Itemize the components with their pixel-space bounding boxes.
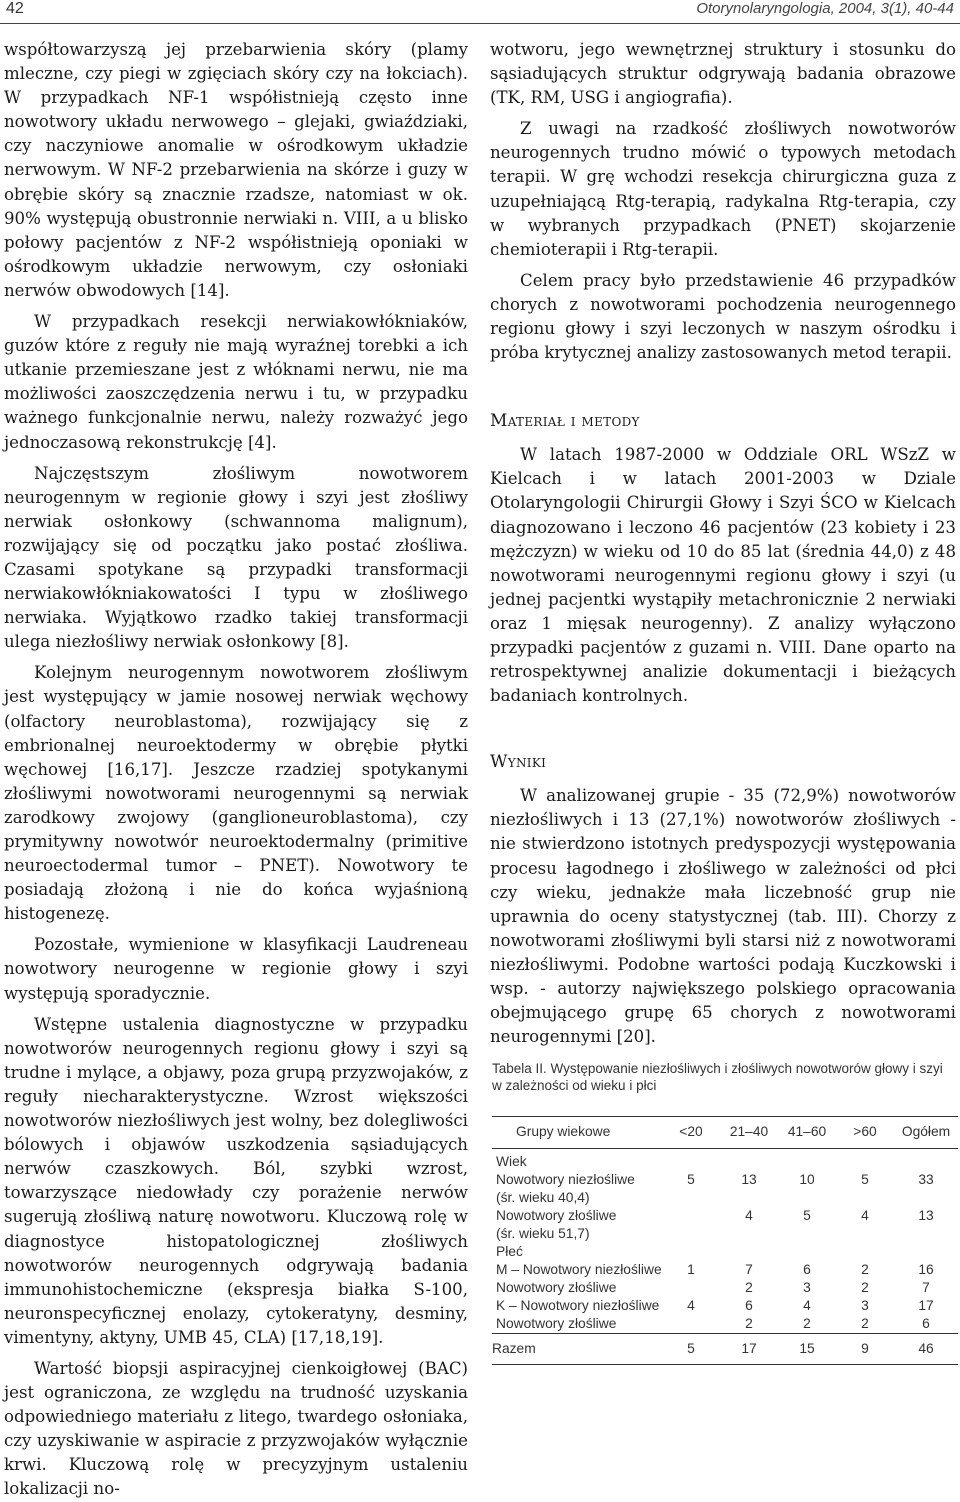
table-cell (662, 1149, 720, 1172)
page-number: 42 (6, 0, 24, 17)
table-cell (720, 1225, 778, 1243)
table-cell: 5 (662, 1334, 720, 1365)
table-cell: 10 (799, 1172, 815, 1187)
left-column (4, 38, 468, 1502)
table-cell: 2 (861, 1280, 869, 1295)
table-cell: 4 (803, 1298, 811, 1313)
table-cell (836, 1149, 894, 1172)
table-header-cell: >60 (836, 1117, 894, 1149)
table-row (492, 1171, 958, 1189)
table-row (492, 1315, 958, 1334)
paragraph: Z uwagi na rzadkość złośliwych nowotworów neurogennych trudno mówić o typowych metodach terapii. W grę wchodzi resekcja chirurgiczna guza z uzupełniającą Rtg-terapią, radykalna Rtg-terapia, czy w wybranych przypadkach (PNET) skojarzenie chemioterapii i Rtg-terapii. (490, 119, 956, 259)
table-cell: 2 (745, 1280, 753, 1295)
table-cell-label: (śr. wieku 51,7) (496, 1226, 590, 1241)
table-row (492, 1189, 958, 1207)
paragraph: Wartość biopsji aspiracyjnej cienkoigłowej (BAC) jest ograniczona, ze względu na trudność uzyskania odpowiedniego materiału z litego, twardego osłoniaka, czy uzyskiwanie w aspiracie z przyzwojaków wyłącznie krwi. Kluczową rolę w precyzyjnym ustaleniu lokalizacji no- (4, 1358, 468, 1499)
journal-citation: Otorynolaryngologia, 2004, 3(1), 40-44 (696, 0, 954, 17)
section-heading-methods: Materiał i metody (490, 411, 640, 432)
table-cell: 13 (918, 1208, 934, 1223)
table-row (492, 1243, 958, 1261)
paragraph: Kolejnym neurogennym nowotworem złośliwym jest występujący w jamie nosowej nerwiak węchowy (olfactory neuroblastoma), rozwijający się z embrionalnej neuroektodermy w obrębie płytki węchowej [16,17]. Jeszcze rzadziej spotykanymi złośliwymi nowotworami neurogennymi są nerwiak zarodkowy zwojowy (ganglioneuroblastoma), czy prymitywny nowotwór neuroektodermalny (primitive neuroectodermal tumor – PNET). Nowotwory te posiadają złożoną i nie do końca wyjaśnioną histogenezę. (4, 663, 468, 924)
table-cell: 5 (861, 1172, 869, 1187)
table-cell (894, 1225, 958, 1243)
table-cell (662, 1243, 720, 1261)
table-cell (662, 1189, 720, 1207)
table-total-row (492, 1334, 958, 1365)
table-cell (894, 1149, 958, 1172)
table-header-row (492, 1117, 958, 1149)
table-row (492, 1149, 958, 1172)
table-cell (778, 1225, 836, 1243)
table-cell-label: Nowotwory złośliwe (496, 1208, 617, 1223)
table-cell (778, 1243, 836, 1261)
right-column (490, 38, 956, 1049)
table-caption (492, 1060, 958, 1094)
table-cell: 13 (741, 1172, 757, 1187)
table-cell: 7 (922, 1280, 930, 1295)
table-cell: 2 (745, 1316, 753, 1331)
paragraph: Celem pracy było przedstawienie 46 przypadków chorych z nowotworami pochodzenia neurogennego regionu głowy i szyi leczonych w naszym ośrodku i próba krytycznej analizy zastosowanych metod terapii. (490, 270, 956, 363)
table-cell-label: K – Nowotwory niezłośliwe (496, 1298, 660, 1313)
table-cell (894, 1243, 958, 1261)
table-cell: 6 (803, 1262, 811, 1277)
table-row (492, 1225, 958, 1243)
table-cell-label: Nowotwory złośliwe (496, 1316, 617, 1331)
paragraph: współtowarzyszą jej przebarwienia skóry (plamy mleczne, czy piegi w zgięciach skóry czy na łokciach). W przypadkach NF-1 współistnieją często inne nowotwory układu nerwowego – glejaki, gwiaździaki, czy naczyniowe anomalie w ośrodkowym układzie nerwowym. W NF-2 przebarwienia na skórze i guzy w obrębie skóry są znacznie rzadsze, natomiast w ok. 90% występują obustronnie nerwiaki n. VIII, a u blisko połowy pacjentów z NF-2 współistnieją oponiaki w ośrodkowym układzie nerwowym, czy osłoniaki nerwów obwodowych [14]. (4, 40, 468, 300)
table-cell (778, 1189, 836, 1207)
table-cell-label: (śr. wieku 40,4) (496, 1190, 590, 1205)
table-cell: 2 (861, 1316, 869, 1331)
table-cell-label: Razem (492, 1334, 662, 1365)
paragraph: W przypadkach resekcji nerwiakowłókniaków, guzów które z reguły nie mają wyraźnej torebki a ich utkanie przemieszane jest z włóknami nerwu, nie ma możliwości zaoszczędzenia nerwu i tu, w przypadku ważnego funkcjonalnie nerwu, należy rozważyć jego jednoczasową rekonstrukcję [4]. (4, 312, 468, 452)
table-cell (662, 1225, 720, 1243)
table-header-cell: 41–60 (778, 1117, 836, 1149)
table-cell: 17 (720, 1334, 778, 1365)
header-rule (0, 23, 960, 24)
table-block (492, 1060, 958, 1365)
table-cell: 4 (861, 1208, 869, 1223)
table-header-cell: <20 (662, 1117, 720, 1149)
table-cell (836, 1225, 894, 1243)
table-cell: 15 (778, 1334, 836, 1365)
table-cell: 46 (894, 1334, 958, 1365)
table-cell (836, 1243, 894, 1261)
table-cell: 5 (803, 1208, 811, 1223)
table-cell (720, 1149, 778, 1172)
table-cell (778, 1149, 836, 1172)
table-cell-label: Płeć (496, 1244, 523, 1259)
table-cell-label: Nowotwory niezłośliwe (496, 1172, 635, 1187)
table-cell (720, 1189, 778, 1207)
table-cell: 2 (803, 1316, 811, 1331)
table-row (492, 1297, 958, 1315)
caption-line: Tabela II. Występowanie niezłośliwych i złośliwych nowotworów głowy i szyi (492, 1061, 943, 1076)
table-cell: 5 (687, 1172, 695, 1187)
table-cell (662, 1315, 720, 1334)
table-row (492, 1261, 958, 1279)
table-cell (836, 1189, 894, 1207)
table-cell: 6 (922, 1316, 930, 1331)
table-row (492, 1207, 958, 1225)
section-heading-results: Wyniki (490, 752, 547, 773)
table-header-cell: 21–40 (720, 1117, 778, 1149)
table-cell: 9 (836, 1334, 894, 1365)
spacer (490, 365, 956, 411)
table-cell: 17 (918, 1298, 934, 1313)
table-cell (720, 1243, 778, 1261)
table-cell: 2 (861, 1262, 869, 1277)
table-cell: 1 (687, 1262, 695, 1277)
table-header-cell: Ogółem (894, 1117, 958, 1149)
spacer (490, 708, 956, 752)
table-body (492, 1149, 958, 1334)
table-cell: 4 (687, 1298, 695, 1313)
table-cell-label: Wiek (496, 1154, 527, 1169)
paragraph: Pozostałe, wymienione w klasyfikacji Laudreneau nowotwory neurogenne w regionie głowy i szyi występują sporadycznie. (4, 935, 468, 1003)
table-row (492, 1279, 958, 1297)
paragraph: Wstępne ustalenia diagnostyczne w przypadku nowotworów neurogennych regionu głowy i szyi są trudne i mylące, a objawy, poza grupą przyzwojaków, z reguły niecharakterystyczne. Wzrost większości nowotworów niezłośliwych jest wolny, bez dolegliwości bólowych i objawów uszkodzenia sąsiadujących nerwów czaszkowych. Ból, szybki wzrost, towarzyszące niedowłady czy porażenie nerwów sugerują złośliwą naturę nowotworu. Kluczową rolę w diagnostyce histopatologicznej złośliwych nowotworów neurogennych odgrywają badania immunohistochemiczne (ekspresja białka S-100, neuronspecyficznej enolazy, cytokeratyny, desminy, vimentyny, aktyny, UMB 45, CLA) [17,18,19]. (4, 1014, 468, 1347)
table-cell: 3 (861, 1298, 869, 1313)
table-cell: 4 (745, 1208, 753, 1223)
table-cell: 16 (918, 1262, 934, 1277)
table-cell: 33 (918, 1172, 934, 1187)
table-cell (662, 1279, 720, 1297)
table-cell: 3 (803, 1280, 811, 1295)
table-cell-label: Nowotwory złośliwe (496, 1280, 617, 1295)
table-header-cell: Grupy wiekowe (492, 1117, 662, 1149)
table-cell: 7 (745, 1262, 753, 1277)
table-cell: 6 (745, 1298, 753, 1313)
table-cell (894, 1189, 958, 1207)
data-table (492, 1116, 958, 1365)
paragraph: wotworu, jego wewnętrznej struktury i stosunku do sąsiadujących struktur odgrywają badania obrazowe (TK, RM, USG i angiografia). (490, 40, 956, 108)
page-header (0, 0, 960, 22)
table-cell-label: M – Nowotwory niezłośliwe (496, 1262, 662, 1277)
caption-line: w zależności od wieku i płci (492, 1078, 657, 1093)
paragraph: W latach 1987-2000 w Oddziale ORL WSzZ w Kielcach i w latach 2001-2003 w Dziale Otolaryngologii Chirurgii Głowy i Szyi ŚCO w Kielcach diagnozowano i leczono 46 pacjentów (23 kobiety i 23 mężczyzn) w wieku od 10 do 85 lat (średnia 44,0) z 48 nowotworami neurogennymi regionu głowy i szyi (u jednej pacjentki wystąpiły metachronicznie 2 nerwiaki oraz 1 mięsak neurogenny). Z analizy wyłączono przypadki pacjentów z guzami n. VIII. Dane oparto na retrospektywnej analizie dokumentacji i bieżących badaniach kontrolnych. (490, 445, 956, 706)
paragraph: W analizowanej grupie - 35 (72,9%) nowotworów niezłośliwych i 13 (27,1%) nowotworów złośliwych - nie stwierdzono istotnych predyspozycji występowania procesu łagodnego i złośliwego w zależności od płci czy wieku, jednakże mała liczebność grup nie uprawnia do oceny statystycznej (tab. III). Chorzy z nowotworami złośliwymi byli starsi niż z nowotworami niezłośliwymi. Podobne wartości podają Kuczkowski i wsp. - autorzy największego polskiego opracowania obejmującego grupę 65 chorych z nowotworami neurogennymi [20]. (490, 786, 956, 1047)
table-cell (662, 1207, 720, 1225)
paragraph: Najczęstszym złośliwym nowotworem neurogennym w regionie głowy i szyi jest złośliwy nerwiak osłonkowy (schwannoma malignum), rozwijający się od początku jako postać złośliwa. Czasami spotykane są przypadki transformacji nerwiakowłókniakowatości I typu w złośliwego nerwiaka. Wyjątkowo rzadko takiej transformacji ulega niezłośliwy nerwiak osłonkowy [8]. (4, 463, 468, 652)
